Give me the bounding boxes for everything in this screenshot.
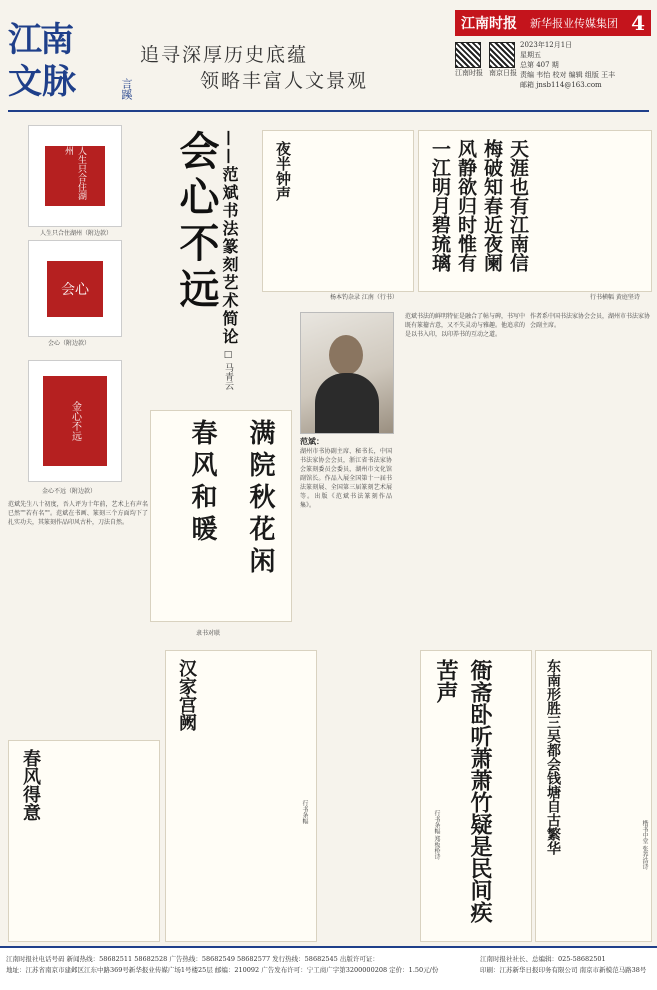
page-footer <box>0 946 657 990</box>
page-number: 4 <box>631 11 645 35</box>
section-logo-line2: 文脉 <box>8 62 76 102</box>
footer-left <box>6 954 476 976</box>
footer-right <box>480 954 652 976</box>
seal-2-caption: 会心（附边款） <box>48 340 91 347</box>
issue-date: 2023年12月1日 <box>520 41 573 49</box>
calligraphy-bottom-mid-text: 衙斋卧听萧萧竹疑是民间疾苦声 <box>433 659 493 923</box>
article-title: 会心不远 <box>173 130 220 314</box>
seal-impression-3 <box>28 360 122 482</box>
body-column-right <box>530 312 650 642</box>
motto-line-2: 领略丰富人文景观 <box>200 70 369 92</box>
seal-1-caption: 人生只合住湖州（附边款） <box>40 230 113 237</box>
motto-line-1: 追寻深厚历史底蕴 <box>140 44 309 66</box>
calligraphy-bottom-mid-text-2: 汉家宫阙 <box>176 659 197 731</box>
author-portrait <box>300 312 394 434</box>
issue-day: 星期五 <box>520 51 541 59</box>
body-column-mid <box>405 312 525 642</box>
portrait-head-icon <box>329 335 363 375</box>
section-logo-side: 言蹊 <box>120 78 133 100</box>
issue-email: 邮箱 jnsb114@163.com <box>520 81 602 89</box>
calligraphy-top-caption: 杨本钓杂录 江南（行书） <box>330 294 398 301</box>
calligraphy-bottom-mid <box>420 650 532 942</box>
calligraphy-bottom-mid-caption: 行书条幅 郑板桥诗 <box>433 810 440 860</box>
footer-right-1: 江南时报社社长、总编辑：025-58682501 <box>480 955 606 963</box>
calligraphy-top-left <box>262 130 414 292</box>
qr-caption: 南京日报 <box>489 69 517 77</box>
calligraphy-bottom-left-caption: 行书条幅 <box>301 800 308 824</box>
profile-box <box>300 436 392 510</box>
seal-3-text: 金心不远 <box>43 376 107 466</box>
calligraphy-bottom-left-2 <box>165 650 317 942</box>
seal-1-text: 人生只合住湖州 <box>45 146 105 206</box>
calligraphy-top-right-text: 天涯也有江南信梅破知春近夜阑风静欲归时惟有一江明月碧琉璃 <box>429 139 529 272</box>
partner-name: 新华报业传媒集团 <box>530 17 619 30</box>
masthead <box>0 0 657 112</box>
issue-editors: 责编 韦怡 校对 编辑 组版 王丰 <box>520 71 616 79</box>
couplet-line-2: 春风和暖 <box>187 419 217 547</box>
footer-line-2: 地址：江苏省南京市建邺区江东中路369号新华报业传媒广场1号楼25层 邮编：210092 广告发布许可：宁工商广字第3200000208 定价：1.50元/份 <box>6 966 439 974</box>
body-column-left <box>8 500 148 740</box>
article-author: □ 马青云 <box>223 350 233 390</box>
seal-impression-1 <box>28 125 122 227</box>
calligraphy-top-mid-text: 夜半钟声 <box>274 141 292 201</box>
section-logo-line1: 江南 <box>8 20 72 60</box>
calligraphy-mid-couplet <box>150 410 292 622</box>
header-divider <box>8 110 649 112</box>
body-paragraph: 范斌书法的鲜明特征是融合了帖与碑，书写中既有篆籀古意，又不失灵动与雅趣。他追求的是以书入印，以印养书的互动之道。 <box>405 313 525 338</box>
qr-codes <box>455 42 517 78</box>
calligraphy-bottom-right-text: 东南形胜三吴都会钱塘自古繁华 <box>545 659 561 855</box>
footer-line-1: 江南时报社电话号码 新闻热线：58682511 58682528 广告热线：58682549 58682577 发行热线：58682545 出版许可证： <box>6 955 379 963</box>
article-subtitle: ——范斌书法篆刻艺术简论 <box>220 130 239 346</box>
seal-2-text: 会心 <box>47 261 103 317</box>
paper-name: 江南时报 <box>461 16 517 32</box>
calligraphy-bottom-right <box>535 650 652 942</box>
couplet-line-1: 满院秋花闲 <box>245 419 275 579</box>
seal-3-caption: 金心不远（附边款） <box>42 488 97 495</box>
footer-right-2: 印刷：江苏新华日报印务有限公司 南京市新模范马路38号 <box>480 966 647 974</box>
calligraphy-bottom-left-text: 春风得意 <box>20 749 41 821</box>
profile-text: 湖州市书协副主席、秘书长，中国书法家协会会员，浙江省书法家协会篆刻委员会委员，湖州市文化馆副馆长。作品入展全国第十一届书法篆刻展、全国第三届篆刻艺术展等。出版《范斌书法篆刻作品集》。 <box>300 448 392 509</box>
calligraphy-mid-caption: 隶书对联 <box>196 630 221 637</box>
calligraphy-top-right <box>418 130 652 292</box>
calligraphy-top-right-caption: 行书横幅 黄庭坚诗 <box>590 294 640 301</box>
qr-caption: 江南时报 <box>455 69 483 77</box>
profile-label: 范斌： <box>300 436 324 446</box>
body-paragraph: 范斌先生八十初度，吾人评为十年前，艺术上有声名已然""若有名""。范斌在书画、篆刻三个方面均下了扎实功夫，其篆刻作品印风古朴，刀法自然。 <box>8 501 148 526</box>
body-paragraph: 作者系中国书法家协会会员，湖州市书法家协会副主席。 <box>530 313 650 329</box>
paper-brand-bar <box>455 10 651 36</box>
qr-code-icon <box>489 42 515 68</box>
portrait-body-icon <box>315 373 379 433</box>
calligraphy-bottom-left-1 <box>8 740 160 942</box>
calligraphy-bottom-right-caption: 楷书中堂 张养浩诗 <box>641 820 648 870</box>
issue-edition: 总第 407 期 <box>520 61 559 69</box>
qr-code-icon <box>455 42 481 68</box>
issue-info <box>520 40 650 90</box>
seal-impression-2 <box>28 240 122 337</box>
